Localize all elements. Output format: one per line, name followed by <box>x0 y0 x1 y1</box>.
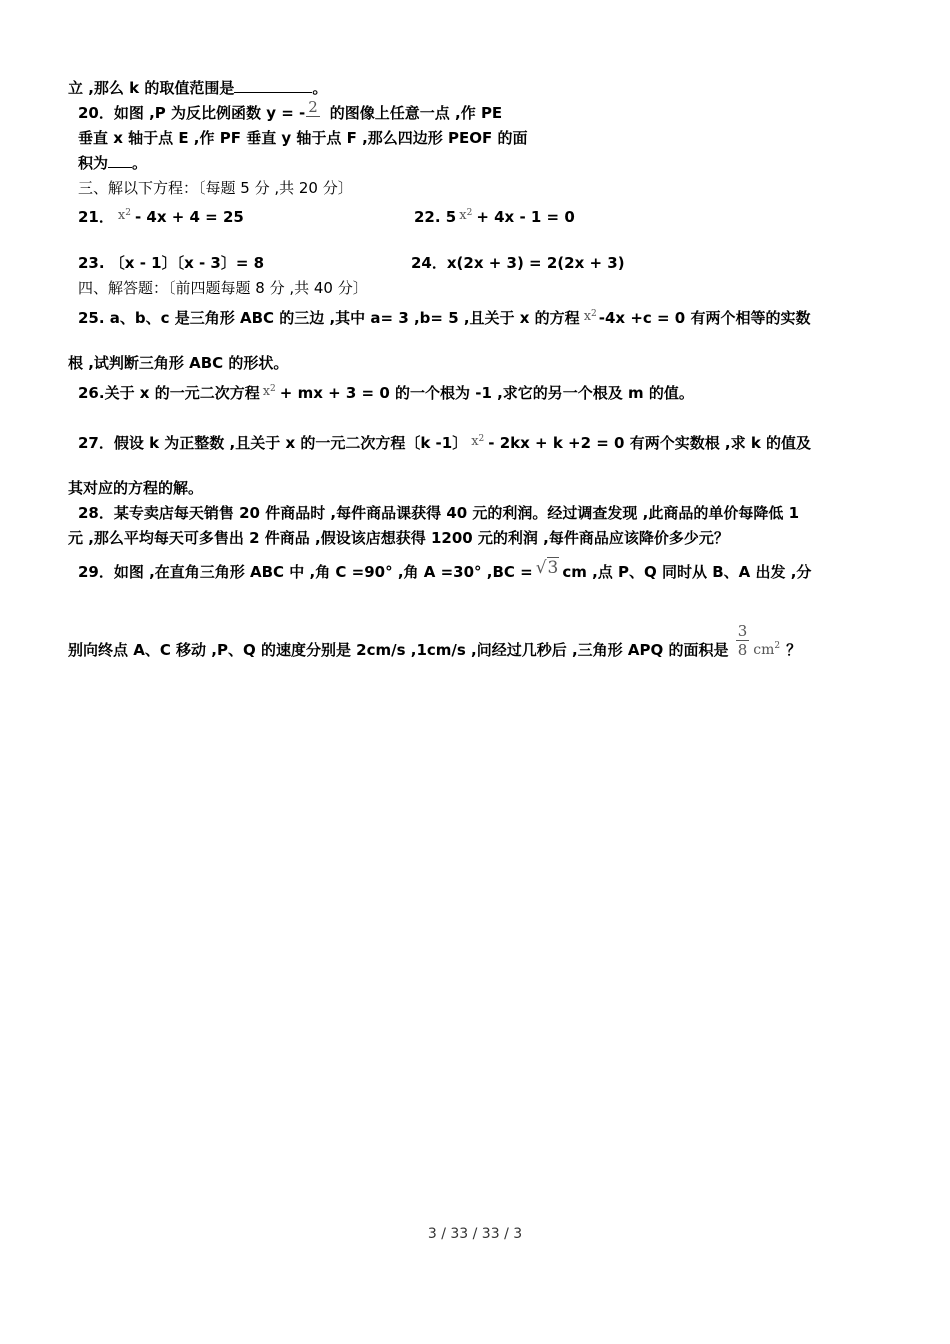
section-3-heading: 三、解以下方程：〔每题 5 分 ,共 20 分〕 <box>78 179 353 197</box>
question-25-line1: 25. a、b、c 是三角形 ABC 的三边 ,其中 a= 3 ,b= 5 ,且关于 x 的方程 $x^2$ -4x +c = 0 有两个相等的实数 <box>78 309 811 327</box>
section-4-heading: 四、解答题：〔前四题每题 8 分 ,共 40 分〕 <box>78 279 368 297</box>
question-26: 26.关于 x 的一元二次方程 $x^2$ + mx + 3 = 0 的一个根为 -1 ,求它的另一个根及 m 的值。 <box>78 384 694 402</box>
question-28-line2: 元 ,那么平均每天可多售出 2 件商品 ,假设该店想获得 1200 元的利润 ,每件商品应该降价多少元？ <box>68 529 729 547</box>
question-21: 21． $x^2 - 4x + 4 = 25$ <box>78 208 244 226</box>
fraction-2-over-x: 2 <box>308 98 318 116</box>
question-27-line1: 27．假设 k 为正整数 ,且关于 x 的一元二次方程〔k -1〕 $x^2 - 2kx + k +2 = 0$ 有两个实数根 ,求 k 的值及 <box>78 434 812 452</box>
question-24: 24．x(2x + 3) = 2(2x + 3) <box>411 254 625 272</box>
fraction-3-over-8: $\frac{3}{8}$ <box>737 622 748 659</box>
question-29-line1: 29．如图 ,在直角三角形 ABC 中 ,角 C =90° ,角 A =30° ,BC = √3 cm ,点 P、Q 同时从 B、A 出发 ,分 <box>78 558 812 581</box>
question-25-line2: 根 ,试判断三角形 ABC 的形状。 <box>68 354 289 372</box>
question-22: 22. 5 $x^2 + 4x - 1 = 0$ <box>414 208 575 226</box>
sqrt-3: √3 <box>535 558 559 578</box>
question-20-line2: 垂直 x 轴于点 E ,作 PF 垂直 y 轴于点 F ,那么四边形 PEOF 的面 <box>78 129 528 147</box>
question-27-line2: 其对应的方程的解。 <box>68 479 204 497</box>
question-29-line2: 别向终点 A、C 移动 ,P、Q 的速度分别是 2cm/s ,1cm/s ,问经过几秒后 ,三角形 APQ 的面积是 $\frac{3}{8}$ $cm^2$ ？ <box>68 622 802 659</box>
page-footer: 3 / 33 / 33 / 3 <box>427 1226 523 1242</box>
question-20-line1: 20．如图 ,P 为反比例函数 y = - 2 的图像上任意一点 ,作 PE <box>78 98 503 122</box>
answer-blank <box>108 153 132 168</box>
question-28-line1: 28．某专卖店每天销售 20 件商品时 ,每件商品课获得 40 元的利润。经过调查发现 ,此商品的单价每降低 1 <box>78 504 800 522</box>
question-23: 23. 〔x - 1〕〔x - 3〕= 8 <box>78 254 265 272</box>
answer-blank <box>234 78 312 93</box>
question-20-line3: 积为 。 <box>78 154 148 172</box>
line-k-range: 立 ,那么 k 的取值范围是 。 <box>68 79 328 97</box>
